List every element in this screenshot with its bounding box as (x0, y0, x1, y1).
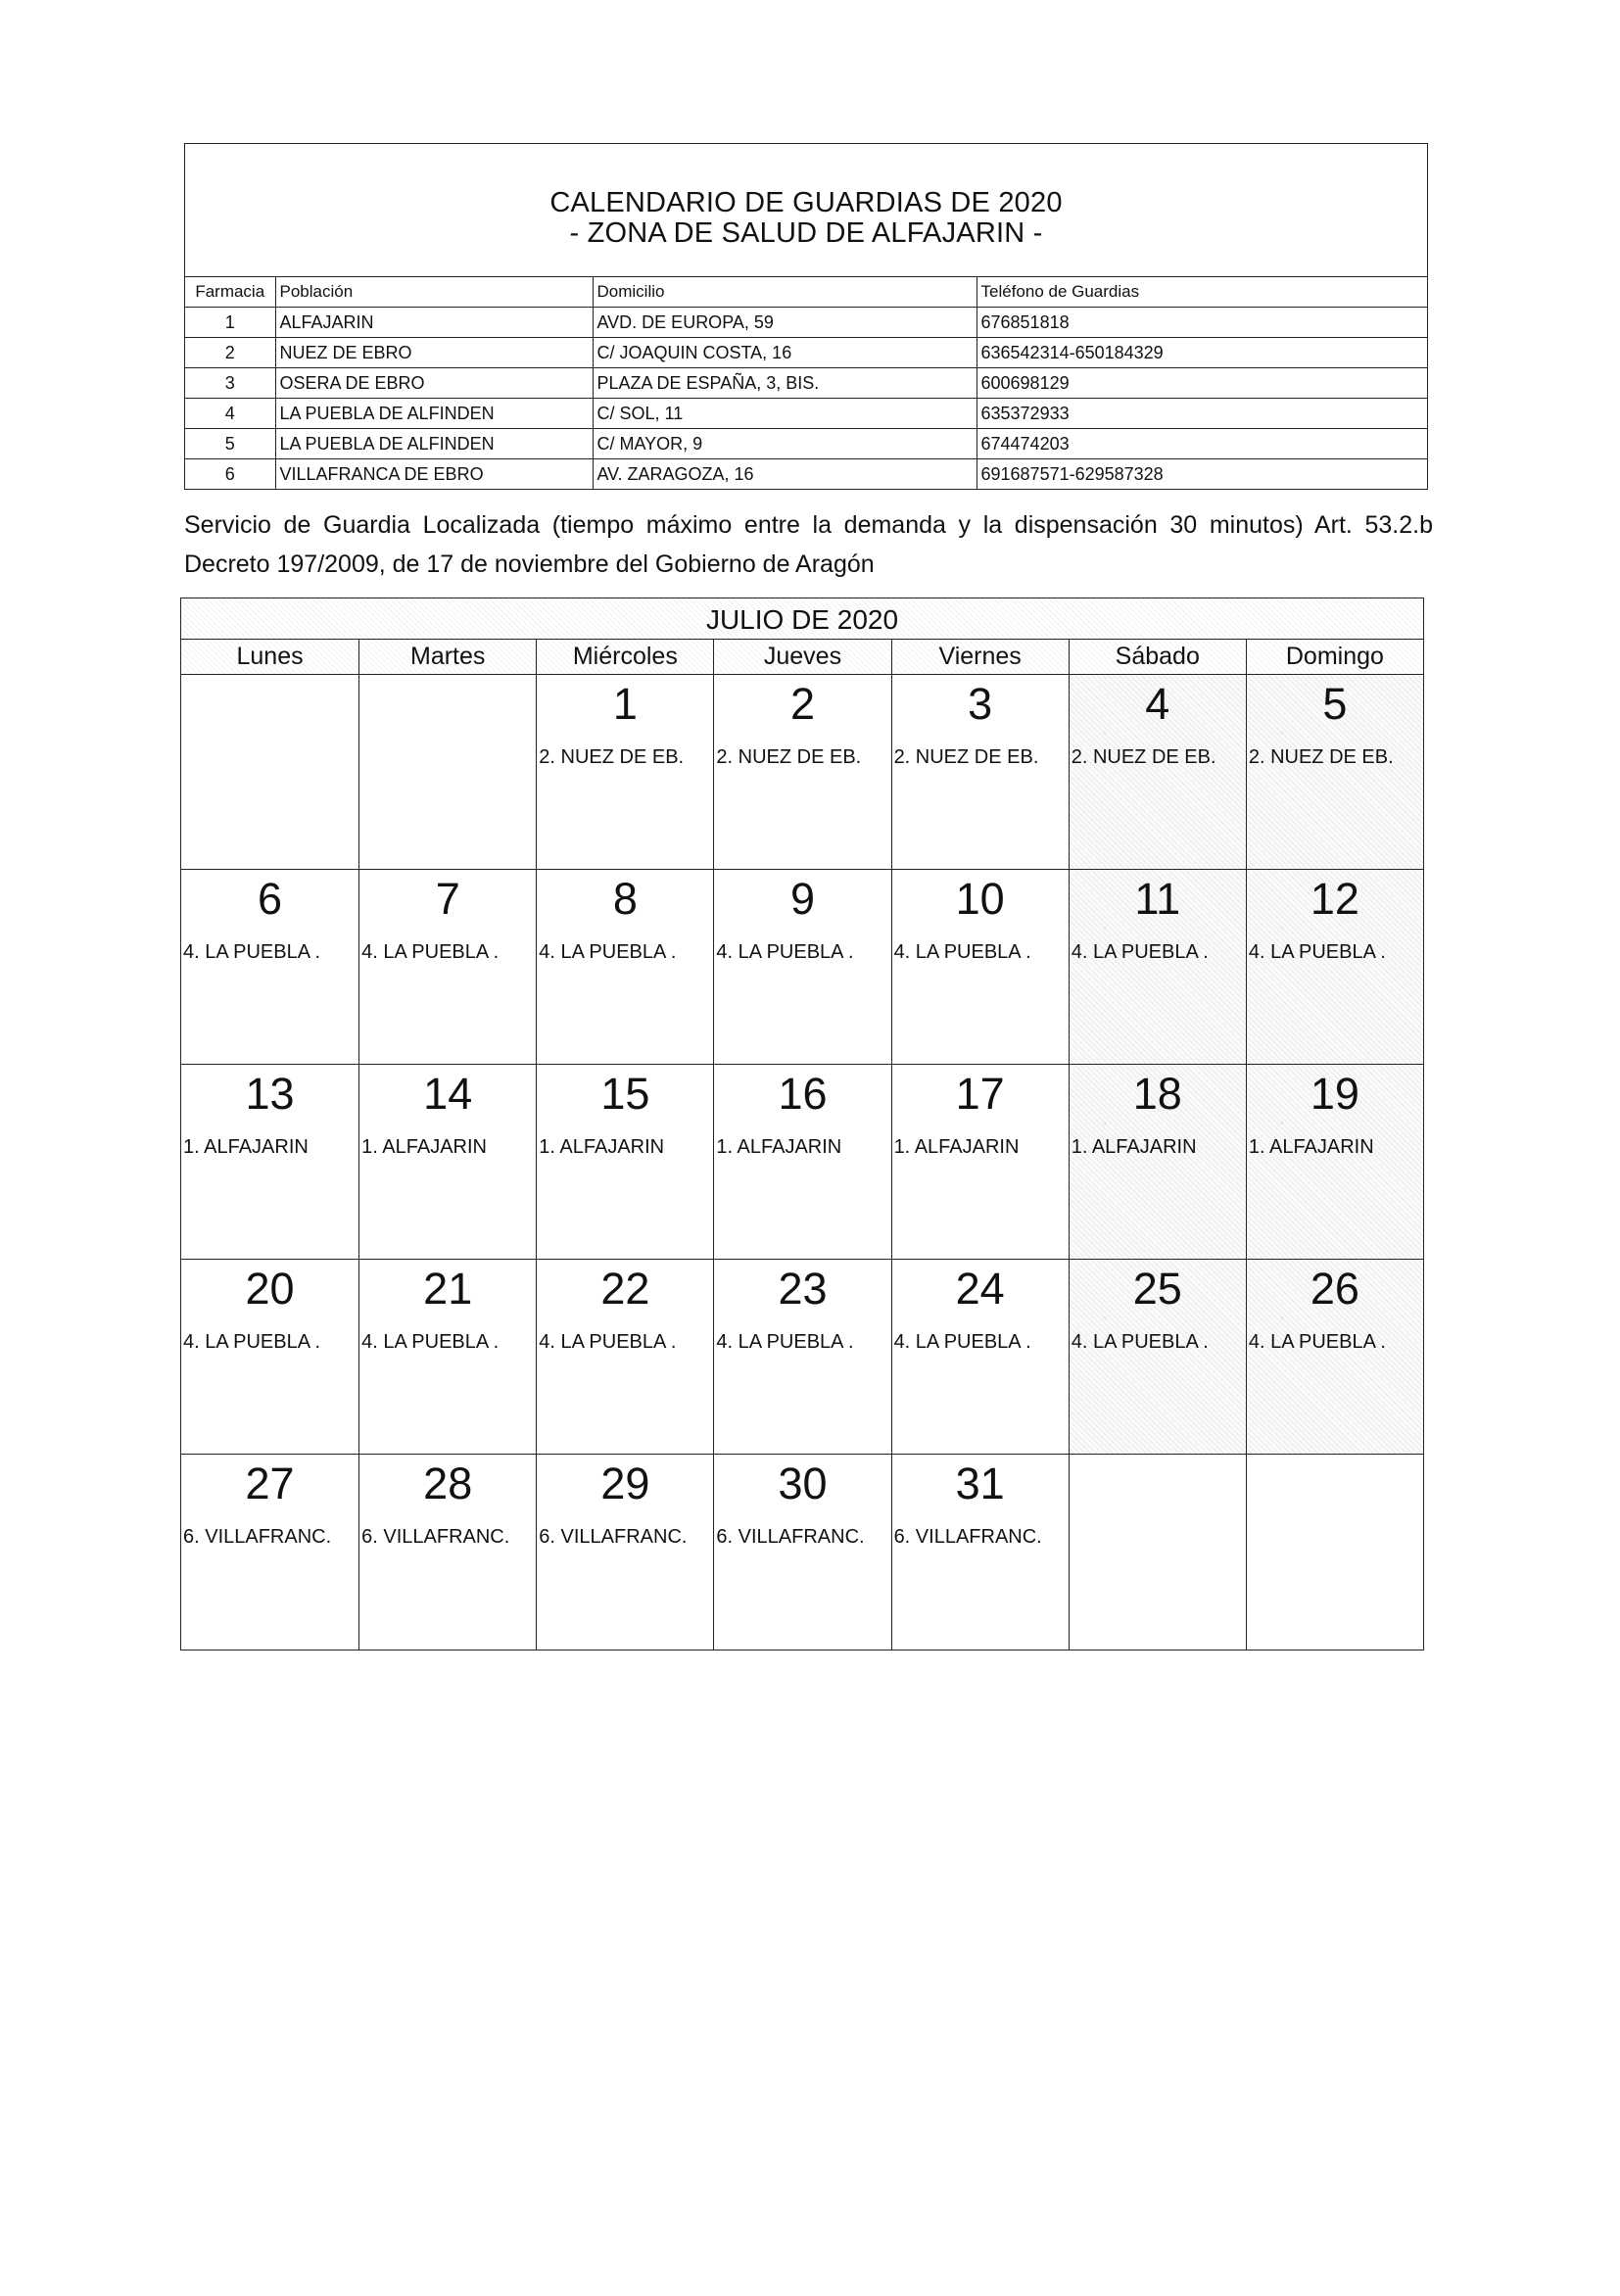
duty-pharmacy-label: 4. LA PUEBLA . (539, 941, 677, 963)
table-cell-num: 1 (185, 308, 275, 338)
day-number: 16 (778, 1069, 828, 1119)
duty-pharmacy-label: 6. VILLAFRANC. (361, 1526, 510, 1548)
day-number: 28 (423, 1459, 473, 1508)
calendar-day-cell (713, 1260, 890, 1454)
day-number: 29 (600, 1459, 650, 1508)
table-row (185, 308, 1427, 338)
table-header-row (185, 277, 1427, 308)
weekday-header-row (181, 640, 1423, 675)
table-cell-poblacion: LA PUEBLA DE ALFINDEN (275, 399, 593, 429)
day-number: 31 (955, 1459, 1005, 1508)
table-row (185, 429, 1427, 459)
day-number: 10 (955, 874, 1005, 924)
column-header-farmacia: Farmacia (185, 277, 275, 308)
month-title-text: JULIO DE 2020 (705, 604, 899, 635)
calendar-day-cell (713, 1065, 890, 1259)
day-number: 25 (1132, 1264, 1182, 1314)
duty-pharmacy-label: 4. LA PUEBLA . (1071, 1331, 1209, 1353)
day-number: 22 (600, 1264, 650, 1314)
calendar-day-cell (536, 870, 713, 1064)
day-number: 2 (789, 679, 815, 729)
calendar-week-row (181, 1065, 1423, 1260)
calendar-day-cell (713, 1455, 890, 1650)
title-line-1: CALENDARIO DE GUARDIAS DE 2020 (549, 187, 1063, 218)
month-title (181, 598, 1423, 640)
duty-pharmacy-label: 4. LA PUEBLA . (1248, 1331, 1386, 1353)
duty-pharmacy-label: 1. ALFAJARIN (361, 1136, 487, 1158)
table-row (185, 459, 1427, 490)
table-row (185, 399, 1427, 429)
duty-pharmacy-label: 4. LA PUEBLA . (361, 1331, 500, 1353)
table-cell-num: 6 (185, 459, 275, 490)
title-line-2: - ZONA DE SALUD DE ALFAJARIN - (569, 217, 1043, 249)
calendar-day-cell (1246, 870, 1423, 1064)
day-number: 23 (778, 1264, 828, 1314)
calendar-week-row (181, 675, 1423, 870)
day-number: 20 (245, 1264, 295, 1314)
day-number: 26 (1310, 1264, 1359, 1314)
duty-pharmacy-label: 4. LA PUEBLA . (183, 941, 321, 963)
day-number: 27 (245, 1459, 295, 1508)
calendar-day-cell (891, 675, 1069, 869)
calendar-day-cell (358, 1455, 536, 1650)
service-note: Servicio de Guardia Localizada (tiempo máximo entre la demanda y la dispensación 30 minutos) Art. 53.2.b Decreto 197/2009, de 17 de noviembre del Gobierno de Aragón (184, 511, 1433, 578)
day-number: 6 (258, 874, 283, 924)
table-cell-domicilio: AVD. DE EUROPA, 59 (593, 308, 977, 338)
duty-pharmacy-label: 1. ALFAJARIN (183, 1136, 309, 1158)
calendar-day-cell (181, 675, 358, 869)
table-cell-telefono: 691687571-629587328 (977, 459, 1427, 490)
calendar-day-cell (358, 1065, 536, 1259)
duty-pharmacy-label: 6. VILLAFRANC. (183, 1526, 332, 1548)
table-cell-domicilio: PLAZA DE ESPAÑA, 3, BIS. (593, 368, 977, 399)
day-number: 8 (612, 874, 638, 924)
day-number: 14 (423, 1069, 473, 1119)
calendar-day-cell (181, 1260, 358, 1454)
weekday-header: Lunes (181, 640, 358, 674)
weekday-header: Miércoles (536, 640, 713, 674)
table-cell-poblacion: LA PUEBLA DE ALFINDEN (275, 429, 593, 459)
table-row (185, 338, 1427, 368)
calendar-week-row (181, 1455, 1423, 1650)
calendar-day-cell (1069, 1260, 1246, 1454)
day-number: 19 (1310, 1069, 1359, 1119)
day-number: 7 (435, 874, 460, 924)
table-cell-telefono: 676851818 (977, 308, 1427, 338)
day-number: 15 (600, 1069, 650, 1119)
table-cell-domicilio: C/ SOL, 11 (593, 399, 977, 429)
day-number: 9 (789, 874, 815, 924)
duty-pharmacy-label: 1. ALFAJARIN (893, 1136, 1020, 1158)
calendar-day-cell (181, 1455, 358, 1650)
duty-pharmacy-label: 4. LA PUEBLA . (716, 1331, 854, 1353)
calendar-day-cell (891, 1260, 1069, 1454)
day-number: 13 (245, 1069, 295, 1119)
duty-pharmacy-label: 4. LA PUEBLA . (361, 941, 500, 963)
calendar-day-cell (536, 1065, 713, 1259)
calendar-day-cell (181, 870, 358, 1064)
calendar-day-cell (181, 1065, 358, 1259)
calendar-day-cell (1246, 1260, 1423, 1454)
duty-pharmacy-label: 1. ALFAJARIN (1071, 1136, 1197, 1158)
table-cell-num: 2 (185, 338, 275, 368)
weekday-header: Martes (358, 640, 536, 674)
calendar-week-row (181, 870, 1423, 1065)
table-cell-telefono: 636542314-650184329 (977, 338, 1427, 368)
duty-pharmacy-label: 4. LA PUEBLA . (716, 941, 854, 963)
table-cell-domicilio: C/ MAYOR, 9 (593, 429, 977, 459)
calendar-day-cell (358, 1260, 536, 1454)
calendar-day-cell (358, 870, 536, 1064)
day-number: 18 (1132, 1069, 1182, 1119)
duty-pharmacy-label: 2. NUEZ DE EB. (539, 746, 685, 768)
calendar-day-cell (358, 675, 536, 869)
table-cell-domicilio: AV. ZARAGOZA, 16 (593, 459, 977, 490)
calendar-day-cell (891, 1065, 1069, 1259)
column-header-telefono: Teléfono de Guardias (977, 277, 1427, 308)
duty-pharmacy-label: 1. ALFAJARIN (716, 1136, 842, 1158)
table-cell-num: 5 (185, 429, 275, 459)
calendar-day-cell (536, 1260, 713, 1454)
day-number: 5 (1322, 679, 1348, 729)
column-header-poblacion: Población (275, 277, 593, 308)
weekday-header: Sábado (1069, 640, 1246, 674)
table-cell-telefono: 600698129 (977, 368, 1427, 399)
table-cell-telefono: 635372933 (977, 399, 1427, 429)
duty-pharmacy-label: 1. ALFAJARIN (539, 1136, 665, 1158)
table-cell-num: 4 (185, 399, 275, 429)
duty-pharmacy-label: 6. VILLAFRANC. (716, 1526, 865, 1548)
day-number: 21 (423, 1264, 473, 1314)
calendar-day-cell (1069, 870, 1246, 1064)
table-cell-poblacion: ALFAJARIN (275, 308, 593, 338)
calendar-day-cell (536, 1455, 713, 1650)
table-cell-domicilio: C/ JOAQUIN COSTA, 16 (593, 338, 977, 368)
table-cell-telefono: 674474203 (977, 429, 1427, 459)
duty-pharmacy-label: 4. LA PUEBLA . (893, 941, 1031, 963)
day-number: 1 (612, 679, 638, 729)
calendar-day-cell (1246, 1455, 1423, 1650)
duty-pharmacy-label: 4. LA PUEBLA . (183, 1331, 321, 1353)
calendar-day-cell (713, 675, 890, 869)
weekday-header: Viernes (891, 640, 1069, 674)
calendar-week-row (181, 1260, 1423, 1455)
calendar-day-cell (1069, 1065, 1246, 1259)
calendar-day-cell (1069, 675, 1246, 869)
duty-pharmacy-label: 2. NUEZ DE EB. (1071, 746, 1216, 768)
calendar-day-cell (713, 870, 890, 1064)
table-cell-poblacion: OSERA DE EBRO (275, 368, 593, 399)
duty-pharmacy-label: 4. LA PUEBLA . (539, 1331, 677, 1353)
calendar-day-cell (536, 675, 713, 869)
day-number: 17 (955, 1069, 1005, 1119)
day-number: 3 (968, 679, 993, 729)
day-number: 11 (1134, 874, 1181, 924)
table-cell-poblacion: NUEZ DE EBRO (275, 338, 593, 368)
pharmacy-table (185, 277, 1427, 489)
calendar-day-cell (891, 870, 1069, 1064)
duty-pharmacy-label: 2. NUEZ DE EB. (1248, 746, 1394, 768)
pharmacy-table-box (184, 143, 1428, 490)
duty-pharmacy-label: 2. NUEZ DE EB. (716, 746, 862, 768)
day-number: 30 (778, 1459, 828, 1508)
duty-pharmacy-label: 4. LA PUEBLA . (893, 1331, 1031, 1353)
duty-pharmacy-label: 2. NUEZ DE EB. (893, 746, 1039, 768)
weekday-header: Domingo (1246, 640, 1423, 674)
duty-pharmacy-label: 6. VILLAFRANC. (893, 1526, 1042, 1548)
table-cell-poblacion: VILLAFRANCA DE EBRO (275, 459, 593, 490)
calendar-day-cell (1246, 675, 1423, 869)
table-row (185, 368, 1427, 399)
calendar-day-cell (1069, 1455, 1246, 1650)
calendar-day-cell (891, 1455, 1069, 1650)
day-number: 4 (1145, 679, 1170, 729)
weekday-header: Jueves (713, 640, 890, 674)
day-number: 24 (955, 1264, 1005, 1314)
month-calendar (180, 598, 1424, 1650)
duty-pharmacy-label: 6. VILLAFRANC. (539, 1526, 688, 1548)
calendar-day-cell (1246, 1065, 1423, 1259)
column-header-domicilio: Domicilio (593, 277, 977, 308)
day-number: 12 (1310, 874, 1359, 924)
duty-pharmacy-label: 4. LA PUEBLA . (1071, 941, 1209, 963)
table-cell-num: 3 (185, 368, 275, 399)
duty-pharmacy-label: 4. LA PUEBLA . (1248, 941, 1386, 963)
duty-pharmacy-label: 1. ALFAJARIN (1248, 1136, 1374, 1158)
calendar-weeks (181, 675, 1423, 1650)
document-title (185, 144, 1427, 277)
